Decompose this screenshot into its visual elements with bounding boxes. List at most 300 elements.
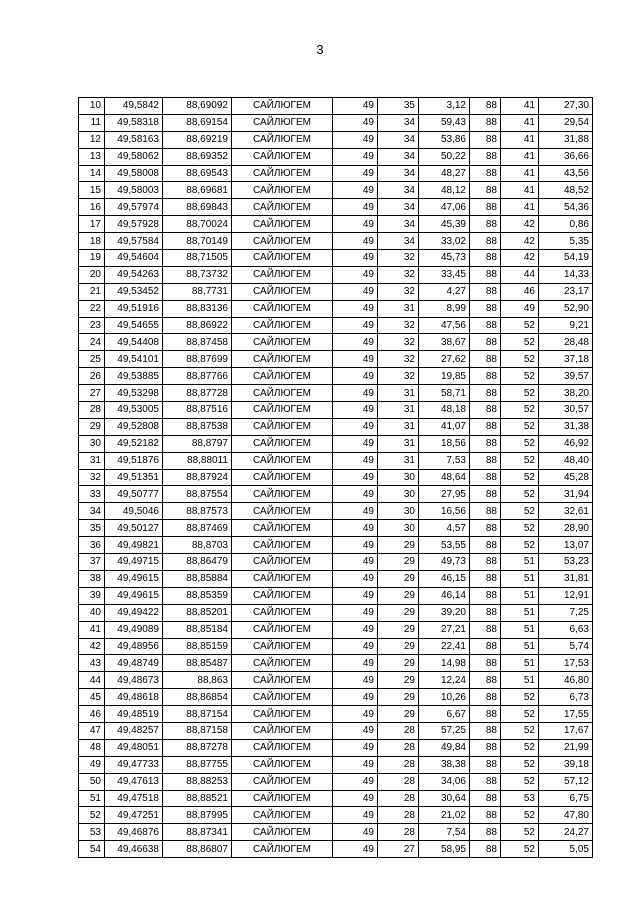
cell-lon-minutes: 52 [501,334,539,351]
cell-lat-degrees: 49 [333,824,378,841]
cell-lat-minutes: 29 [378,537,419,554]
cell-point-number: 49 [79,756,105,773]
cell-lat-seconds: 12,24 [419,672,470,689]
cell-latitude-decimal: 49,48956 [105,638,163,655]
cell-point-number: 14 [79,165,105,182]
cell-lon-degrees: 88 [470,233,501,250]
cell-lon-seconds: 7,25 [539,604,593,621]
cell-latitude-decimal: 49,48749 [105,655,163,672]
cell-lon-degrees: 88 [470,402,501,419]
cell-place-name: САЙЛЮГЕМ [232,250,333,267]
cell-point-number: 12 [79,131,105,148]
cell-lat-minutes: 29 [378,554,419,571]
cell-lon-seconds: 30,57 [539,402,593,419]
cell-lon-seconds: 13,07 [539,537,593,554]
cell-lon-minutes: 41 [501,182,539,199]
cell-lat-minutes: 30 [378,503,419,520]
cell-lon-degrees: 88 [470,638,501,655]
cell-place-name: САЙЛЮГЕМ [232,283,333,300]
cell-lon-degrees: 88 [470,739,501,756]
cell-longitude-decimal: 88,70024 [163,216,232,233]
cell-lon-seconds: 48,52 [539,182,593,199]
cell-lon-seconds: 48,40 [539,452,593,469]
cell-lat-degrees: 49 [333,756,378,773]
cell-lat-seconds: 41,07 [419,418,470,435]
cell-lat-seconds: 27,95 [419,486,470,503]
cell-lat-minutes: 28 [378,773,419,790]
cell-lon-minutes: 52 [501,722,539,739]
cell-latitude-decimal: 49,46876 [105,824,163,841]
cell-lat-seconds: 49,84 [419,739,470,756]
cell-lon-minutes: 42 [501,233,539,250]
cell-place-name: САЙЛЮГЕМ [232,435,333,452]
cell-latitude-decimal: 49,54101 [105,351,163,368]
cell-lon-degrees: 88 [470,621,501,638]
cell-longitude-decimal: 88,87154 [163,706,232,723]
cell-point-number: 15 [79,182,105,199]
cell-lon-degrees: 88 [470,368,501,385]
cell-lon-degrees: 88 [470,486,501,503]
cell-lon-minutes: 51 [501,638,539,655]
cell-point-number: 34 [79,503,105,520]
cell-longitude-decimal: 88,69219 [163,131,232,148]
cell-lat-seconds: 53,86 [419,131,470,148]
cell-place-name: САЙЛЮГЕМ [232,486,333,503]
cell-place-name: САЙЛЮГЕМ [232,148,333,165]
cell-point-number: 32 [79,469,105,486]
cell-lon-degrees: 88 [470,266,501,283]
cell-lat-seconds: 14,98 [419,655,470,672]
cell-point-number: 20 [79,266,105,283]
cell-lat-seconds: 53,55 [419,537,470,554]
cell-latitude-decimal: 49,54604 [105,250,163,267]
table-row [79,638,593,655]
cell-lon-seconds: 57,12 [539,773,593,790]
cell-lon-degrees: 88 [470,554,501,571]
cell-lon-seconds: 54,19 [539,250,593,267]
cell-lat-minutes: 32 [378,351,419,368]
table-row [79,368,593,385]
cell-lon-degrees: 88 [470,452,501,469]
table-row [79,503,593,520]
cell-place-name: САЙЛЮГЕМ [232,537,333,554]
cell-longitude-decimal: 88,85884 [163,570,232,587]
cell-lon-degrees: 88 [470,756,501,773]
cell-longitude-decimal: 88,69154 [163,114,232,131]
cell-latitude-decimal: 49,58003 [105,182,163,199]
cell-lon-minutes: 51 [501,604,539,621]
cell-point-number: 37 [79,554,105,571]
cell-point-number: 21 [79,283,105,300]
cell-place-name: САЙЛЮГЕМ [232,317,333,334]
cell-lon-minutes: 52 [501,486,539,503]
cell-latitude-decimal: 49,53298 [105,385,163,402]
cell-lon-degrees: 88 [470,706,501,723]
cell-lon-minutes: 52 [501,418,539,435]
cell-lon-degrees: 88 [470,131,501,148]
cell-latitude-decimal: 49,49422 [105,604,163,621]
table-row [79,250,593,267]
table-row [79,418,593,435]
cell-point-number: 45 [79,689,105,706]
table-row [79,756,593,773]
cell-place-name: САЙЛЮГЕМ [232,756,333,773]
cell-lon-degrees: 88 [470,250,501,267]
cell-latitude-decimal: 49,54408 [105,334,163,351]
cell-point-number: 28 [79,402,105,419]
cell-lat-minutes: 28 [378,756,419,773]
cell-longitude-decimal: 88,85159 [163,638,232,655]
cell-latitude-decimal: 49,57974 [105,199,163,216]
cell-lat-degrees: 49 [333,790,378,807]
cell-lat-seconds: 48,12 [419,182,470,199]
cell-lat-seconds: 45,39 [419,216,470,233]
cell-latitude-decimal: 49,48618 [105,689,163,706]
cell-lat-seconds: 4,57 [419,520,470,537]
table-row [79,824,593,841]
table-row [79,317,593,334]
cell-lon-minutes: 52 [501,435,539,452]
cell-lat-minutes: 34 [378,114,419,131]
cell-lat-degrees: 49 [333,452,378,469]
table-row [79,790,593,807]
cell-lon-degrees: 88 [470,283,501,300]
cell-lon-degrees: 88 [470,807,501,824]
cell-point-number: 46 [79,706,105,723]
cell-lat-minutes: 31 [378,300,419,317]
table-row [79,452,593,469]
cell-place-name: САЙЛЮГЕМ [232,300,333,317]
cell-point-number: 36 [79,537,105,554]
cell-lon-seconds: 29,54 [539,114,593,131]
cell-lon-minutes: 41 [501,114,539,131]
cell-lat-minutes: 34 [378,148,419,165]
cell-lat-seconds: 48,18 [419,402,470,419]
cell-lat-degrees: 49 [333,706,378,723]
cell-lat-minutes: 28 [378,824,419,841]
cell-lat-minutes: 28 [378,790,419,807]
cell-longitude-decimal: 88,88521 [163,790,232,807]
cell-longitude-decimal: 88,86922 [163,317,232,334]
cell-lat-minutes: 34 [378,233,419,250]
cell-lat-seconds: 39,20 [419,604,470,621]
cell-point-number: 53 [79,824,105,841]
cell-longitude-decimal: 88,88011 [163,452,232,469]
table-row [79,469,593,486]
cell-point-number: 26 [79,368,105,385]
cell-lon-minutes: 52 [501,841,539,858]
table-row [79,722,593,739]
cell-place-name: САЙЛЮГЕМ [232,672,333,689]
cell-point-number: 27 [79,385,105,402]
table-row [79,266,593,283]
table-body [79,98,593,858]
cell-lon-minutes: 42 [501,216,539,233]
cell-latitude-decimal: 49,47613 [105,773,163,790]
cell-place-name: САЙЛЮГЕМ [232,739,333,756]
cell-place-name: САЙЛЮГЕМ [232,554,333,571]
cell-lon-degrees: 88 [470,841,501,858]
cell-lon-minutes: 52 [501,824,539,841]
cell-point-number: 35 [79,520,105,537]
cell-lat-seconds: 22,41 [419,638,470,655]
cell-lat-minutes: 32 [378,334,419,351]
cell-lat-seconds: 50,22 [419,148,470,165]
cell-lat-minutes: 34 [378,131,419,148]
cell-lon-seconds: 54,36 [539,199,593,216]
cell-point-number: 51 [79,790,105,807]
cell-place-name: САЙЛЮГЕМ [232,452,333,469]
table-row [79,486,593,503]
cell-place-name: САЙЛЮГЕМ [232,199,333,216]
cell-lon-seconds: 45,28 [539,469,593,486]
cell-lat-seconds: 30,64 [419,790,470,807]
cell-lat-degrees: 49 [333,418,378,435]
cell-lon-seconds: 28,90 [539,520,593,537]
cell-point-number: 24 [79,334,105,351]
cell-latitude-decimal: 49,54263 [105,266,163,283]
cell-lat-seconds: 7,53 [419,452,470,469]
cell-place-name: САЙЛЮГЕМ [232,266,333,283]
cell-lat-minutes: 32 [378,317,419,334]
cell-lon-minutes: 53 [501,790,539,807]
cell-lon-minutes: 52 [501,537,539,554]
cell-lon-seconds: 5,35 [539,233,593,250]
cell-lon-minutes: 51 [501,655,539,672]
table-row [79,148,593,165]
table-row [79,385,593,402]
cell-lon-seconds: 6,73 [539,689,593,706]
cell-lon-seconds: 37,18 [539,351,593,368]
cell-point-number: 47 [79,722,105,739]
cell-lat-seconds: 27,62 [419,351,470,368]
cell-lon-seconds: 31,38 [539,418,593,435]
cell-lat-seconds: 58,71 [419,385,470,402]
cell-longitude-decimal: 88,8797 [163,435,232,452]
cell-lat-seconds: 33,02 [419,233,470,250]
cell-lon-minutes: 52 [501,503,539,520]
cell-lat-degrees: 49 [333,216,378,233]
table-row [79,537,593,554]
cell-point-number: 25 [79,351,105,368]
table-row [79,554,593,571]
table-row [79,841,593,858]
cell-longitude-decimal: 88,69681 [163,182,232,199]
cell-longitude-decimal: 88,87469 [163,520,232,537]
table-row [79,351,593,368]
cell-lon-degrees: 88 [470,587,501,604]
cell-lon-degrees: 88 [470,317,501,334]
cell-point-number: 31 [79,452,105,469]
cell-lon-minutes: 51 [501,570,539,587]
cell-lon-minutes: 52 [501,469,539,486]
cell-latitude-decimal: 49,47733 [105,756,163,773]
cell-latitude-decimal: 49,48051 [105,739,163,756]
cell-lat-degrees: 49 [333,250,378,267]
cell-lon-degrees: 88 [470,689,501,706]
cell-latitude-decimal: 49,5046 [105,503,163,520]
table-row [79,807,593,824]
cell-lon-minutes: 52 [501,368,539,385]
cell-lon-seconds: 46,80 [539,672,593,689]
cell-lon-degrees: 88 [470,199,501,216]
cell-place-name: САЙЛЮГЕМ [232,351,333,368]
cell-lon-seconds: 27,30 [539,98,593,115]
cell-place-name: САЙЛЮГЕМ [232,368,333,385]
cell-place-name: САЙЛЮГЕМ [232,402,333,419]
cell-lat-seconds: 49,73 [419,554,470,571]
cell-lon-degrees: 88 [470,114,501,131]
cell-latitude-decimal: 49,50777 [105,486,163,503]
cell-longitude-decimal: 88,85184 [163,621,232,638]
coordinates-table [78,97,593,858]
cell-lon-seconds: 5,74 [539,638,593,655]
cell-lat-degrees: 49 [333,604,378,621]
cell-lon-seconds: 14,33 [539,266,593,283]
table-row [79,233,593,250]
cell-latitude-decimal: 49,51876 [105,452,163,469]
cell-lat-seconds: 33,45 [419,266,470,283]
cell-lon-minutes: 51 [501,587,539,604]
cell-latitude-decimal: 49,53005 [105,402,163,419]
cell-lon-seconds: 53,23 [539,554,593,571]
cell-point-number: 39 [79,587,105,604]
cell-lat-seconds: 46,14 [419,587,470,604]
cell-point-number: 16 [79,199,105,216]
cell-lon-degrees: 88 [470,182,501,199]
cell-place-name: САЙЛЮГЕМ [232,824,333,841]
cell-lat-minutes: 29 [378,621,419,638]
cell-lat-minutes: 32 [378,283,419,300]
cell-lon-seconds: 17,67 [539,722,593,739]
cell-lat-degrees: 49 [333,199,378,216]
cell-longitude-decimal: 88,73732 [163,266,232,283]
cell-lat-seconds: 38,38 [419,756,470,773]
cell-lat-degrees: 49 [333,300,378,317]
cell-lat-degrees: 49 [333,385,378,402]
cell-latitude-decimal: 49,52808 [105,418,163,435]
cell-point-number: 18 [79,233,105,250]
table-row [79,300,593,317]
cell-lat-minutes: 35 [378,98,419,115]
cell-lon-minutes: 52 [501,317,539,334]
cell-place-name: САЙЛЮГЕМ [232,655,333,672]
cell-point-number: 40 [79,604,105,621]
cell-lat-seconds: 45,73 [419,250,470,267]
page-number: 3 [316,42,324,57]
cell-point-number: 33 [79,486,105,503]
table-row [79,216,593,233]
cell-longitude-decimal: 88,87995 [163,807,232,824]
cell-lon-seconds: 6,75 [539,790,593,807]
cell-longitude-decimal: 88,83136 [163,300,232,317]
cell-longitude-decimal: 88,87516 [163,402,232,419]
cell-lon-minutes: 52 [501,351,539,368]
cell-longitude-decimal: 88,85359 [163,587,232,604]
cell-latitude-decimal: 49,58008 [105,165,163,182]
cell-lon-degrees: 88 [470,351,501,368]
cell-place-name: САЙЛЮГЕМ [232,520,333,537]
cell-lon-minutes: 52 [501,385,539,402]
cell-lat-seconds: 59,43 [419,114,470,131]
cell-place-name: САЙЛЮГЕМ [232,790,333,807]
cell-point-number: 29 [79,418,105,435]
cell-lat-degrees: 49 [333,469,378,486]
cell-lat-minutes: 28 [378,722,419,739]
cell-latitude-decimal: 49,47251 [105,807,163,824]
cell-latitude-decimal: 49,48257 [105,722,163,739]
table-row [79,283,593,300]
cell-lat-degrees: 49 [333,182,378,199]
cell-lon-degrees: 88 [470,537,501,554]
cell-lat-seconds: 8,99 [419,300,470,317]
cell-longitude-decimal: 88,87554 [163,486,232,503]
cell-latitude-decimal: 49,49089 [105,621,163,638]
cell-lat-minutes: 29 [378,638,419,655]
cell-lon-minutes: 44 [501,266,539,283]
cell-lat-minutes: 34 [378,165,419,182]
cell-point-number: 19 [79,250,105,267]
cell-lon-degrees: 88 [470,435,501,452]
cell-point-number: 11 [79,114,105,131]
cell-point-number: 23 [79,317,105,334]
cell-lat-seconds: 47,56 [419,317,470,334]
cell-lon-minutes: 52 [501,520,539,537]
cell-lon-seconds: 31,81 [539,570,593,587]
cell-lat-degrees: 49 [333,435,378,452]
cell-lat-minutes: 32 [378,250,419,267]
cell-lat-degrees: 49 [333,570,378,587]
cell-place-name: САЙЛЮГЕМ [232,722,333,739]
cell-lat-degrees: 49 [333,368,378,385]
cell-place-name: САЙЛЮГЕМ [232,182,333,199]
cell-longitude-decimal: 88,7731 [163,283,232,300]
cell-lat-minutes: 27 [378,841,419,858]
cell-lat-minutes: 29 [378,587,419,604]
cell-place-name: САЙЛЮГЕМ [232,165,333,182]
cell-lat-seconds: 10,26 [419,689,470,706]
cell-lat-degrees: 49 [333,114,378,131]
cell-latitude-decimal: 49,48673 [105,672,163,689]
cell-lat-degrees: 49 [333,503,378,520]
cell-lat-degrees: 49 [333,807,378,824]
cell-lat-minutes: 29 [378,604,419,621]
cell-lat-minutes: 30 [378,520,419,537]
cell-lat-degrees: 49 [333,351,378,368]
table-row [79,706,593,723]
cell-lon-seconds: 21,99 [539,739,593,756]
cell-lon-seconds: 28,48 [539,334,593,351]
cell-latitude-decimal: 49,58062 [105,148,163,165]
cell-lat-minutes: 32 [378,368,419,385]
cell-latitude-decimal: 49,58163 [105,131,163,148]
cell-lon-degrees: 88 [470,98,501,115]
cell-lon-seconds: 9,21 [539,317,593,334]
table-row [79,773,593,790]
cell-lon-degrees: 88 [470,418,501,435]
cell-lat-degrees: 49 [333,621,378,638]
cell-lat-seconds: 7,54 [419,824,470,841]
table-row [79,689,593,706]
cell-lon-minutes: 42 [501,250,539,267]
cell-lat-degrees: 49 [333,402,378,419]
table-row [79,520,593,537]
cell-lon-seconds: 36,66 [539,148,593,165]
cell-lat-degrees: 49 [333,334,378,351]
cell-place-name: САЙЛЮГЕМ [232,621,333,638]
cell-lon-minutes: 52 [501,756,539,773]
cell-lat-minutes: 31 [378,418,419,435]
